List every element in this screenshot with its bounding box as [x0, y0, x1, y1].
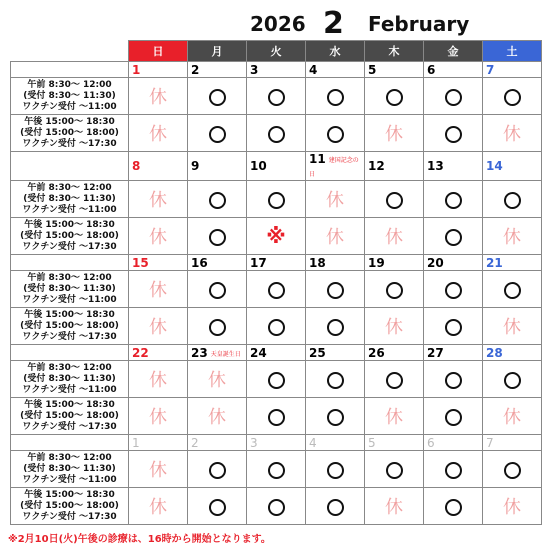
open-circle-icon [445, 192, 462, 209]
open-cell [424, 488, 483, 525]
closed-mark: 休 [385, 317, 403, 338]
date-cell [306, 152, 365, 181]
slot-label-line: ワクチン受付 ～17:30 [22, 138, 117, 149]
open-circle-icon [209, 499, 226, 516]
slot-row-pm [11, 308, 542, 345]
slot-label-line: 午前 8:30～ 12:00 [27, 79, 112, 90]
date-number: 17 [250, 255, 267, 270]
slot-label-line: 午後 15:00～ 18:30 [24, 219, 115, 230]
closed-mark: 休 [385, 124, 403, 145]
closed-mark: 休 [503, 124, 521, 145]
open-cell [365, 451, 424, 488]
date-number: 24 [250, 345, 267, 360]
slot-row-am [11, 78, 542, 115]
date-number: 28 [486, 345, 503, 360]
slot-label-line: (受付 15:00～ 18:00) [20, 320, 119, 331]
closed-cell [129, 78, 188, 115]
closed-mark: 休 [149, 280, 167, 301]
slot-label [11, 218, 129, 255]
open-circle-icon [386, 372, 403, 389]
closed-cell [129, 115, 188, 152]
open-cell [424, 308, 483, 345]
open-circle-icon [445, 282, 462, 299]
date-number: 22 [132, 345, 149, 360]
slot-label-line: ワクチン受付 ～17:30 [22, 421, 117, 432]
weekday-wednesday: 水 [306, 41, 365, 62]
weekday-monday: 月 [188, 41, 247, 62]
slot-label-line: (受付 15:00～ 18:00) [20, 410, 119, 421]
date-number: 6 [427, 435, 435, 450]
open-cell [483, 271, 542, 308]
slot-row-pm [11, 115, 542, 152]
open-circle-icon [445, 462, 462, 479]
slot-label-line: 午後 15:00～ 18:30 [24, 116, 115, 127]
open-circle-icon [445, 229, 462, 246]
date-cell [424, 435, 483, 451]
date-number: 19 [368, 255, 385, 270]
date-cell [424, 62, 483, 78]
open-circle-icon [386, 89, 403, 106]
open-cell [483, 181, 542, 218]
open-circle-icon [504, 372, 521, 389]
date-number: 18 [309, 255, 326, 270]
open-cell [188, 308, 247, 345]
open-cell [483, 78, 542, 115]
schedule-calendar [10, 40, 542, 525]
date-number: 25 [309, 345, 326, 360]
date-row [11, 435, 542, 451]
closed-cell [483, 398, 542, 435]
closed-mark: 休 [149, 124, 167, 145]
title-month: 2 [323, 6, 344, 41]
weekday-saturday: 土 [483, 41, 542, 62]
date-number: 1 [132, 62, 141, 77]
date-number: 8 [132, 159, 141, 173]
closed-cell [483, 115, 542, 152]
closed-mark: 休 [149, 460, 167, 481]
closed-mark: 休 [503, 227, 521, 248]
open-circle-icon [209, 192, 226, 209]
date-number: 20 [427, 255, 444, 270]
date-number: 4 [309, 435, 317, 450]
open-circle-icon [327, 89, 344, 106]
open-cell [365, 78, 424, 115]
open-circle-icon [386, 462, 403, 479]
closed-mark: 休 [208, 370, 226, 391]
open-circle-icon [268, 319, 285, 336]
slot-label-line: (受付 8:30～ 11:30) [23, 90, 116, 101]
open-cell [306, 451, 365, 488]
date-number: 23 [191, 345, 208, 360]
open-cell [306, 271, 365, 308]
closed-cell [129, 361, 188, 398]
open-circle-icon [445, 409, 462, 426]
date-cell [129, 255, 188, 271]
date-cell [129, 345, 188, 361]
open-circle-icon [327, 282, 344, 299]
open-cell [247, 488, 306, 525]
closed-cell [365, 488, 424, 525]
date-number: 5 [368, 62, 377, 77]
date-number: 10 [250, 159, 267, 173]
slot-label [11, 308, 129, 345]
open-circle-icon [445, 126, 462, 143]
slot-label-line: (受付 15:00～ 18:00) [20, 230, 119, 241]
slot-label [11, 181, 129, 218]
slot-label-line: 午前 8:30～ 12:00 [27, 272, 112, 283]
open-cell [247, 271, 306, 308]
date-cell [247, 152, 306, 181]
date-cell [483, 435, 542, 451]
date-number: 2 [191, 62, 200, 77]
date-cell [424, 255, 483, 271]
closed-cell [483, 488, 542, 525]
slot-row-am [11, 361, 542, 398]
open-cell [188, 181, 247, 218]
open-circle-icon [327, 409, 344, 426]
closed-cell [365, 218, 424, 255]
slot-label-line: ワクチン受付 ～11:00 [22, 294, 117, 305]
closed-cell [306, 218, 365, 255]
slot-label-line: ワクチン受付 ～11:00 [22, 384, 117, 395]
date-row [11, 62, 542, 78]
date-number: 15 [132, 255, 149, 270]
slot-label [11, 271, 129, 308]
open-circle-icon [386, 192, 403, 209]
open-cell [306, 398, 365, 435]
slot-label-line: (受付 15:00～ 18:00) [20, 500, 119, 511]
date-cell [306, 435, 365, 451]
title-year: 2026 [250, 12, 306, 36]
special-cell [247, 218, 306, 255]
slot-label-line: (受付 8:30～ 11:30) [23, 283, 116, 294]
open-circle-icon [504, 192, 521, 209]
date-cell [365, 255, 424, 271]
date-number: 11 [309, 152, 326, 166]
open-cell [247, 78, 306, 115]
slot-label-line: 午後 15:00～ 18:30 [24, 399, 115, 410]
closed-mark: 休 [503, 407, 521, 428]
slot-label-line: ワクチン受付 ～11:00 [22, 101, 117, 112]
slot-row-pm [11, 218, 542, 255]
open-circle-icon [268, 282, 285, 299]
open-cell [483, 361, 542, 398]
closed-cell [129, 271, 188, 308]
slot-label [11, 115, 129, 152]
slot-label [11, 398, 129, 435]
open-cell [365, 181, 424, 218]
open-circle-icon [327, 462, 344, 479]
slot-row-pm [11, 488, 542, 525]
closed-cell [129, 181, 188, 218]
date-cell [365, 435, 424, 451]
open-cell [247, 451, 306, 488]
date-cell [247, 345, 306, 361]
date-cell [483, 345, 542, 361]
closed-mark: 休 [385, 227, 403, 248]
slot-label-line: ワクチン受付 ～17:30 [22, 241, 117, 252]
open-cell [424, 78, 483, 115]
open-circle-icon [268, 126, 285, 143]
closed-cell [129, 218, 188, 255]
open-cell [424, 361, 483, 398]
date-number: 3 [250, 435, 258, 450]
open-circle-icon [504, 282, 521, 299]
weekday-header-row [11, 41, 542, 62]
date-cell [424, 345, 483, 361]
slot-row-am [11, 181, 542, 218]
calendar-title [0, 6, 550, 41]
slot-label [11, 488, 129, 525]
open-cell [247, 115, 306, 152]
closed-cell [306, 181, 365, 218]
open-circle-icon [209, 89, 226, 106]
header-corner [11, 41, 129, 62]
date-cell [306, 345, 365, 361]
open-circle-icon [268, 462, 285, 479]
date-number: 14 [486, 159, 503, 173]
open-cell [247, 361, 306, 398]
open-circle-icon [445, 89, 462, 106]
closed-mark: 休 [149, 370, 167, 391]
footnote: ※2月10日(火)午後の診療は、16時から開始となります。 [8, 534, 271, 545]
closed-cell [365, 115, 424, 152]
slot-label-line: 午後 15:00～ 18:30 [24, 489, 115, 500]
closed-mark: 休 [149, 190, 167, 211]
closed-cell [188, 361, 247, 398]
open-circle-icon [268, 409, 285, 426]
date-row [11, 345, 542, 361]
date-cell [188, 255, 247, 271]
date-row-blank [11, 62, 129, 78]
open-circle-icon [209, 282, 226, 299]
open-cell [365, 271, 424, 308]
date-cell [129, 152, 188, 181]
open-cell [188, 488, 247, 525]
date-cell [306, 255, 365, 271]
slot-label-line: (受付 15:00～ 18:00) [20, 127, 119, 138]
closed-mark: 休 [149, 317, 167, 338]
open-circle-icon [445, 372, 462, 389]
holiday-note: 天皇誕生日 [210, 350, 241, 358]
date-cell [129, 435, 188, 451]
slot-label-line: ワクチン受付 ～11:00 [22, 474, 117, 485]
closed-cell [483, 218, 542, 255]
date-cell [424, 152, 483, 181]
date-cell [188, 345, 247, 361]
date-cell [188, 152, 247, 181]
open-circle-icon [209, 229, 226, 246]
date-cell [483, 255, 542, 271]
closed-cell [188, 398, 247, 435]
date-number: 9 [191, 159, 200, 173]
open-cell [424, 451, 483, 488]
open-circle-icon [327, 499, 344, 516]
date-row-blank [11, 152, 129, 181]
slot-row-am [11, 451, 542, 488]
date-number: 12 [368, 159, 385, 173]
date-cell [483, 152, 542, 181]
weekday-sunday: 日 [129, 41, 188, 62]
holiday-note: 建国記念の日 [309, 157, 359, 178]
open-cell [306, 115, 365, 152]
closed-mark: 休 [503, 497, 521, 518]
closed-cell [365, 308, 424, 345]
date-number: 16 [191, 255, 208, 270]
weekday-thursday: 木 [365, 41, 424, 62]
open-cell [365, 361, 424, 398]
open-circle-icon [268, 192, 285, 209]
closed-cell [129, 308, 188, 345]
open-circle-icon [327, 319, 344, 336]
special-mark: ※ [266, 224, 286, 248]
open-cell [424, 115, 483, 152]
closed-mark: 休 [208, 407, 226, 428]
slot-label-line: ワクチン受付 ～17:30 [22, 511, 117, 522]
open-cell [247, 181, 306, 218]
date-cell [247, 255, 306, 271]
date-number: 26 [368, 345, 385, 360]
closed-mark: 休 [503, 317, 521, 338]
slot-label-line: ワクチン受付 ～17:30 [22, 331, 117, 342]
date-row-blank [11, 435, 129, 451]
closed-cell [483, 308, 542, 345]
title-month-name: February [368, 12, 470, 36]
closed-mark: 休 [149, 497, 167, 518]
slot-label-line: 午前 8:30～ 12:00 [27, 362, 112, 373]
open-circle-icon [209, 462, 226, 479]
open-cell [188, 115, 247, 152]
date-number: 7 [486, 435, 494, 450]
slot-label [11, 78, 129, 115]
slot-label-line: (受付 8:30～ 11:30) [23, 193, 116, 204]
date-number: 3 [250, 62, 259, 77]
open-cell [483, 451, 542, 488]
closed-mark: 休 [326, 227, 344, 248]
date-row-blank [11, 345, 129, 361]
slot-label-line: 午前 8:30～ 12:00 [27, 182, 112, 193]
open-circle-icon [327, 126, 344, 143]
slot-row-am [11, 271, 542, 308]
date-cell [365, 345, 424, 361]
date-cell [365, 62, 424, 78]
date-number: 2 [191, 435, 199, 450]
open-circle-icon [504, 89, 521, 106]
slot-label-line: 午後 15:00～ 18:30 [24, 309, 115, 320]
open-circle-icon [268, 499, 285, 516]
slot-label-line: (受付 8:30～ 11:30) [23, 373, 116, 384]
closed-cell [129, 398, 188, 435]
closed-mark: 休 [385, 407, 403, 428]
open-cell [424, 181, 483, 218]
closed-mark: 休 [149, 227, 167, 248]
open-circle-icon [445, 319, 462, 336]
slot-label-line: 午前 8:30～ 12:00 [27, 452, 112, 463]
slot-label [11, 451, 129, 488]
closed-mark: 休 [149, 407, 167, 428]
date-cell [247, 435, 306, 451]
closed-mark: 休 [326, 190, 344, 211]
date-number: 21 [486, 255, 503, 270]
open-cell [306, 488, 365, 525]
open-circle-icon [209, 126, 226, 143]
date-number: 27 [427, 345, 444, 360]
date-number: 5 [368, 435, 376, 450]
closed-cell [129, 488, 188, 525]
open-cell [188, 78, 247, 115]
open-cell [306, 78, 365, 115]
open-circle-icon [386, 282, 403, 299]
date-number: 7 [486, 62, 495, 77]
open-circle-icon [445, 499, 462, 516]
open-cell [247, 398, 306, 435]
slot-label-line: ワクチン受付 ～11:00 [22, 204, 117, 215]
slot-label [11, 361, 129, 398]
date-cell [365, 152, 424, 181]
open-cell [424, 218, 483, 255]
closed-mark: 休 [385, 497, 403, 518]
date-cell [188, 62, 247, 78]
open-cell [424, 398, 483, 435]
date-cell [188, 435, 247, 451]
open-cell [424, 271, 483, 308]
open-cell [306, 308, 365, 345]
date-row [11, 255, 542, 271]
open-circle-icon [327, 372, 344, 389]
weekday-tuesday: 火 [247, 41, 306, 62]
open-cell [188, 451, 247, 488]
date-number: 6 [427, 62, 436, 77]
slot-label-line: (受付 8:30～ 11:30) [23, 463, 116, 474]
open-cell [247, 308, 306, 345]
open-circle-icon [209, 319, 226, 336]
date-number: 13 [427, 159, 444, 173]
date-cell [247, 62, 306, 78]
closed-cell [365, 398, 424, 435]
slot-row-pm [11, 398, 542, 435]
closed-cell [129, 451, 188, 488]
weekday-friday: 金 [424, 41, 483, 62]
open-circle-icon [268, 372, 285, 389]
open-circle-icon [268, 89, 285, 106]
date-number: 4 [309, 62, 318, 77]
open-cell [188, 218, 247, 255]
open-cell [188, 271, 247, 308]
date-row-blank [11, 255, 129, 271]
date-cell [129, 62, 188, 78]
open-cell [306, 361, 365, 398]
date-row [11, 152, 542, 181]
date-cell [483, 62, 542, 78]
date-cell [306, 62, 365, 78]
closed-mark: 休 [149, 87, 167, 108]
open-circle-icon [504, 462, 521, 479]
date-number: 1 [132, 435, 140, 450]
